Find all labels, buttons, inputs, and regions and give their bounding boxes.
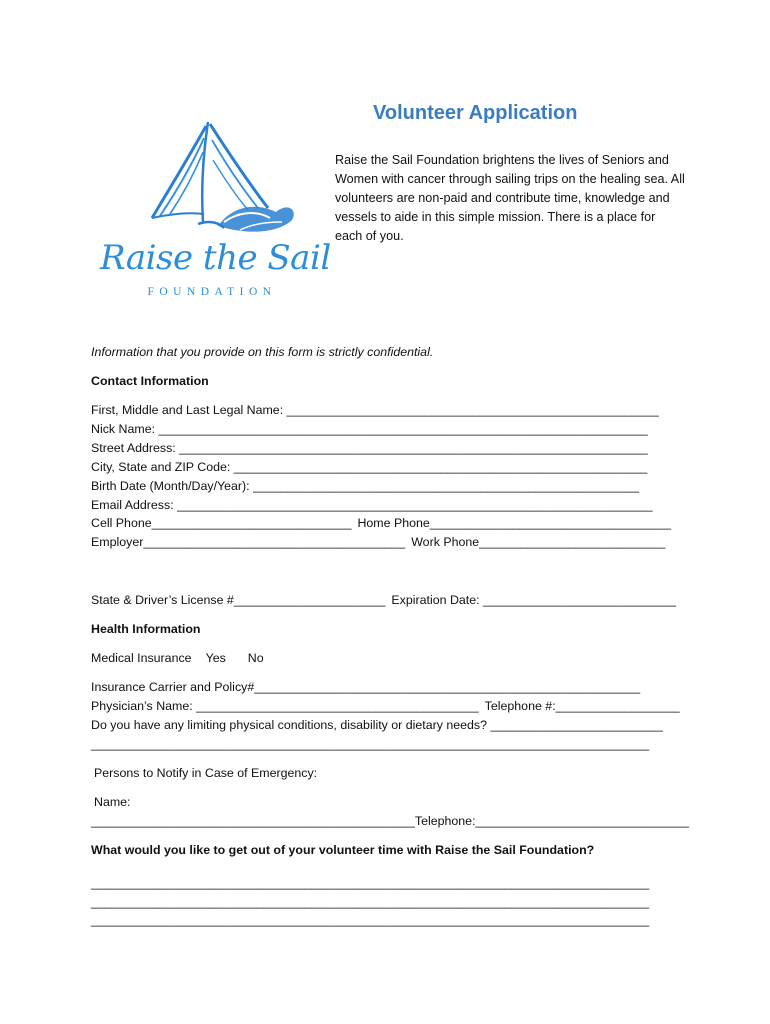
logo-subtitle: FOUNDATION <box>147 286 277 298</box>
cell-phone-field[interactable]: Cell Phone_____________________________ <box>91 516 352 530</box>
physician-name-field[interactable]: Physician’s Name: _________________________________________ <box>91 699 479 713</box>
emergency-contact-row <box>91 813 689 829</box>
answer-line-3[interactable]: _________________________________________________________________________________ <box>91 913 650 927</box>
city-state-zip-field[interactable]: City, State and ZIP Code: ____________________________________________________________ <box>91 460 648 474</box>
limiting-conditions-field[interactable]: Do you have any limiting physical conditions, disability or dietary needs? _________________________ <box>91 718 663 732</box>
expiration-date-field[interactable]: Expiration Date: ____________________________ <box>391 593 676 607</box>
contact-heading: Contact Information <box>91 374 209 388</box>
answer-line-1[interactable]: _________________________________________________________________________________ <box>91 876 650 890</box>
insurance-carrier-field[interactable]: Insurance Carrier and Policy#________________________________________________________ <box>91 680 641 694</box>
legal-name-field[interactable]: First, Middle and Last Legal Name: ______________________________________________________ <box>91 403 659 417</box>
foundation-logo <box>100 110 331 310</box>
phone-row <box>91 515 671 531</box>
insurance-yes-option[interactable]: Yes <box>205 651 226 665</box>
home-phone-field[interactable]: Home Phone___________________________________ <box>357 516 671 530</box>
volunteer-goal-question: What would you like to get out of your volunteer time with Raise the Sail Foundation? <box>91 843 595 857</box>
intro-paragraph: Raise the Sail Foundation brightens the lives of Seniors and Women with cancer through sailing trips on the healing sea. All volunteers are non-paid and contribute time, knowledge and vessels to aide in this simple mission. There is a place for each of you. <box>335 153 685 243</box>
employer-row <box>91 534 665 550</box>
sailboat-icon <box>100 110 315 245</box>
insurance-no-option[interactable]: No <box>247 651 264 665</box>
license-row <box>91 592 676 608</box>
health-heading: Health Information <box>91 622 201 636</box>
emergency-name-field[interactable]: _______________________________________________ <box>91 814 415 828</box>
medical-insurance-row <box>91 650 264 666</box>
physician-telephone-field[interactable]: Telephone #:__________________ <box>484 699 680 713</box>
nick-name-field[interactable]: Nick Name: _______________________________________________________________________ <box>91 422 648 436</box>
page-title: Volunteer Application <box>373 102 578 124</box>
work-phone-field[interactable]: Work Phone___________________________ <box>411 535 666 549</box>
physician-row <box>91 698 680 714</box>
drivers-license-field[interactable]: State & Driver’s License #______________________ <box>91 593 386 607</box>
emergency-telephone-field[interactable]: Telephone:_______________________________ <box>414 814 690 828</box>
emergency-name-label: Name: <box>94 795 131 809</box>
employer-field[interactable]: Employer______________________________________ <box>91 535 406 549</box>
answer-line-2[interactable]: _________________________________________________________________________________ <box>91 895 650 909</box>
limiting-conditions-line[interactable]: _________________________________________________________________________________ <box>91 737 650 751</box>
street-address-field[interactable]: Street Address: ____________________________________________________________________ <box>91 441 648 455</box>
medical-insurance-label: Medical Insurance <box>91 651 192 665</box>
emergency-heading: Persons to Notify in Case of Emergency: <box>94 766 318 780</box>
email-field[interactable]: Email Address: _____________________________________________________________________ <box>91 498 653 512</box>
confidential-note: Information that you provide on this form is strictly confidential. <box>91 345 434 359</box>
logo-wordmark: Raise the Sail <box>100 238 331 278</box>
birth-date-field[interactable]: Birth Date (Month/Day/Year): ________________________________________________________ <box>91 479 639 493</box>
